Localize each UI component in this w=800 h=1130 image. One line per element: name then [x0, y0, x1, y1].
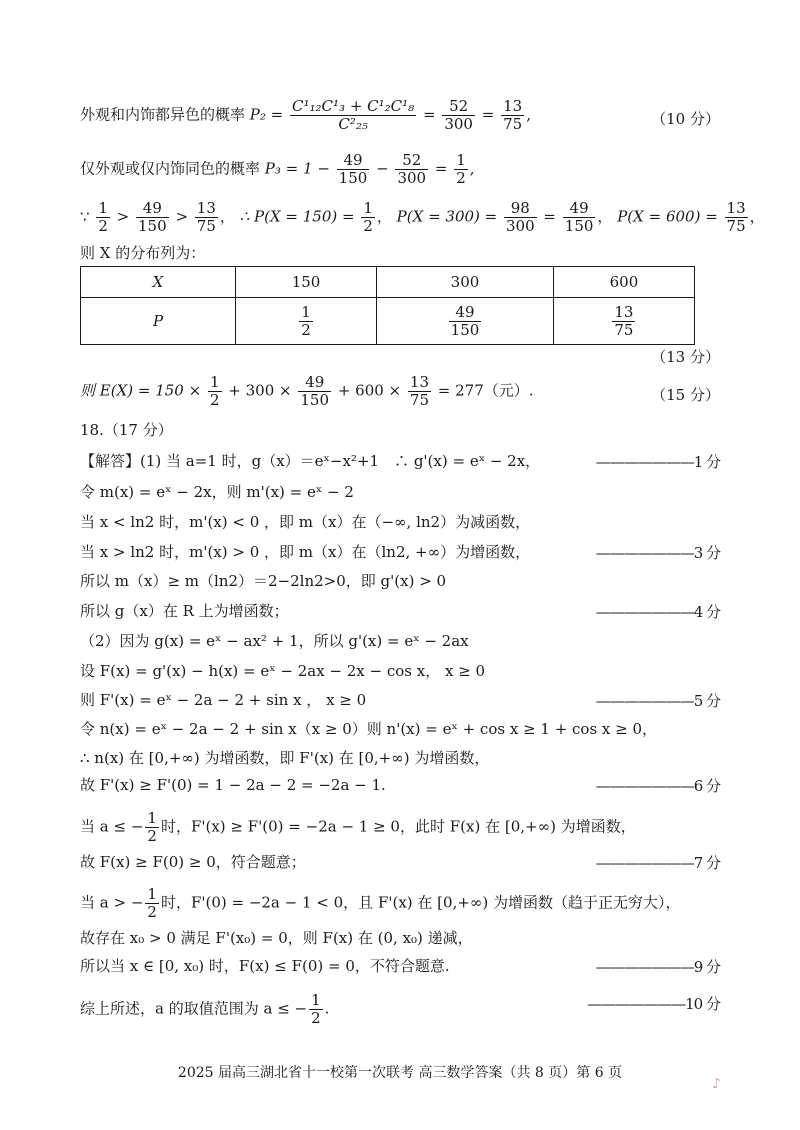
score-13: （13 分）	[651, 348, 720, 366]
p3-b-den: 300	[397, 169, 427, 187]
q18-line-12: 故 F'(x) ≥ F'(0) = 1 − 2a − 2 = −2a − 1.	[80, 776, 386, 794]
q18-line-9: 则 F'(x) = eˣ − 2a − 2 + sin x ， x ≥ 0	[80, 691, 367, 709]
comma: ,	[469, 159, 475, 178]
p2-symbol: P₂ =	[249, 105, 284, 124]
table-cell: 150	[236, 267, 377, 298]
q18-line-7: （2）因为 g(x) = eˣ − ax² + 1，所以 g'(x) = eˣ − 2ax	[80, 632, 469, 650]
p-den: 2	[301, 320, 311, 339]
table-cell: 600	[553, 267, 694, 298]
ex-frac-3	[408, 374, 431, 409]
p2-line	[80, 98, 720, 133]
p2-frac-num: 52	[442, 98, 475, 116]
equals-sign: =	[434, 159, 448, 178]
equals-sign: =	[481, 105, 495, 124]
table-cell: 300	[377, 267, 554, 298]
p3-line	[80, 152, 720, 187]
q18-line-1: 【解答】(1) 当 a=1 时，g（x）＝eˣ−x²+1 ∴ g'(x) = eˣ − 2x，	[80, 452, 541, 470]
p-num: 49	[449, 304, 482, 322]
cmp-frac-1	[96, 200, 110, 235]
l13-den: 2	[147, 827, 157, 845]
minus-sign: −	[376, 159, 389, 178]
cmp-frac-3	[195, 200, 218, 235]
page-footer: 2025 届高三湖北省十一校第一次联考 高三数学答案（共 8 页）第 6 页	[177, 1065, 623, 1081]
p-fraction	[299, 304, 313, 339]
l18-frac	[309, 992, 323, 1027]
ex-den-3: 75	[409, 391, 429, 409]
table-cell-p-label: P	[81, 298, 236, 345]
ex-frac-2	[298, 374, 331, 409]
p-fraction	[612, 304, 635, 339]
ex-den-2: 150	[300, 391, 330, 409]
px600-label: P(X = 600) =	[617, 207, 718, 226]
p3-res-num: 1	[456, 151, 466, 169]
p3-res-den: 2	[456, 169, 466, 187]
p2-frac-den: 300	[444, 115, 473, 133]
p2-comb-numerator: C¹₁₂C¹₃ + C¹₂C¹₈	[292, 97, 415, 115]
score-3: ———————3 分	[595, 544, 720, 562]
p3-frac-b	[395, 152, 428, 187]
score-10-final: ———————10 分	[587, 995, 720, 1013]
px600-num: 13	[726, 199, 746, 217]
l13-prefix: 当 a ≤ −	[80, 817, 144, 836]
q18-line-8: 设 F(x) = g'(x) − h(x) = eˣ − 2ax − 2x − cos x， x ≥ 0	[80, 662, 486, 680]
distribution-table	[80, 266, 695, 345]
p3-a-num: 49	[337, 152, 370, 170]
q18-line-6: 所以 g（x）在 R 上为增函数；	[80, 602, 289, 620]
p3-symbol: P₃ = 1 −	[264, 159, 330, 178]
cmp-2-num: 49	[136, 200, 169, 218]
cmp-3-num: 13	[196, 199, 216, 217]
equals-sign: =	[543, 207, 556, 226]
score-9: ———————9 分	[595, 958, 720, 976]
px300-num-2: 49	[563, 200, 596, 218]
l18-suffix: .	[324, 999, 330, 1018]
px300-den-1: 300	[506, 217, 535, 235]
table-row-p	[81, 298, 695, 345]
expectation-line	[80, 374, 720, 409]
score-7: ———————7 分	[595, 854, 720, 872]
ex-prefix: 则 E(X) = 150 ×	[80, 381, 202, 400]
q18-line-15	[80, 886, 720, 921]
because-symbol: ∵	[80, 207, 90, 226]
comma: ,	[526, 105, 531, 124]
l15-frac	[145, 886, 159, 921]
score-6: ———————6 分	[595, 777, 720, 795]
p3-a-den: 150	[338, 169, 368, 187]
l18-den: 2	[311, 1009, 321, 1027]
scan-mark-icon: ♪	[712, 1076, 721, 1092]
score-5: ———————5 分	[595, 692, 720, 710]
p2-result	[501, 98, 524, 133]
table-row-x	[81, 267, 695, 298]
l15-prefix: 当 a > −	[80, 893, 144, 912]
px300-frac-1	[504, 200, 537, 235]
p3-result	[454, 152, 468, 187]
l13-suffix: 时，F'(x) ≥ F'(0) = −2a − 1 ≥ 0，此时 F(x) 在 [0,+∞) 为增函数，	[160, 817, 636, 836]
px300-frac-2	[563, 200, 596, 235]
score-4: ———————4 分	[595, 603, 720, 621]
p3-frac-a	[337, 152, 370, 187]
p-den: 75	[614, 320, 634, 339]
cmp-3-den: 75	[196, 217, 216, 235]
p3-label: 仅外观或仅内饰同色的概率	[80, 159, 261, 178]
greater-sign: >	[175, 207, 189, 226]
q18-line-10: 令 n(x) = eˣ − 2a − 2 + sin x（x ≥ 0）则 n'(x) = eˣ + cos x ≥ 1 + cos x ≥ 0，	[80, 720, 658, 738]
p2-res-num: 13	[503, 97, 523, 115]
px150-den: 2	[363, 217, 373, 235]
l18-num: 1	[311, 991, 321, 1009]
px300-label: P(X = 300) =	[396, 207, 498, 226]
q18-line-14: 故 F(x) ≥ F(0) ≥ 0，符合题意；	[80, 853, 306, 871]
ex-mid-1: + 300 ×	[228, 381, 292, 400]
p-den: 150	[450, 320, 480, 339]
q18-line-13	[80, 810, 720, 845]
table-cell	[236, 298, 377, 345]
comma: ，	[749, 207, 765, 226]
ex-num-3: 13	[409, 373, 429, 391]
p-num: 1	[301, 302, 311, 321]
q18-line-3: 当 x < ln2 时，m'(x) < 0 ，即 m（x）在（−∞, ln2）为减函数，	[80, 513, 531, 531]
ex-num-1: 1	[209, 373, 220, 391]
table-cell	[377, 298, 554, 345]
q18-line-2: 令 m(x) = eˣ − 2x，则 m'(x) = eˣ − 2	[80, 483, 354, 501]
q18-line-5: 所以 m（x）≥ m（ln2）＝2−2ln2>0，即 g'(x) > 0	[80, 572, 447, 590]
cmp-frac-2	[136, 200, 169, 235]
cmp-1-num: 1	[98, 199, 108, 217]
px150-label: ∴ P(X = 150) =	[239, 207, 355, 226]
score-15: （15 分）	[651, 386, 720, 404]
q18-title: 18.（17 分）	[80, 421, 173, 439]
comma: ，	[219, 207, 235, 226]
px150-frac	[361, 200, 375, 235]
equals-sign: =	[422, 105, 436, 124]
cmp-2-den: 150	[138, 217, 167, 235]
probability-line	[80, 199, 765, 235]
p2-res-den: 75	[503, 115, 523, 133]
p-fraction	[449, 304, 482, 339]
q18-line-16: 故存在 x₀ > 0 满足 F'(x₀) = 0，则 F(x) 在 (0, x₀) 递减，	[80, 929, 473, 947]
q18-line-17: 所以当 x ∈ [0, x₀) 时，F(x) ≤ F(0) = 0，不符合题意.	[80, 957, 450, 975]
ex-result: = 277（元）.	[437, 381, 534, 400]
ex-mid-2: + 600 ×	[337, 381, 402, 400]
l18-prefix: 综上所述，a 的取值范围为 a ≤ −	[80, 999, 308, 1018]
greater-sign: >	[116, 207, 130, 226]
p2-comb-denominator: C²₂₅	[338, 115, 368, 133]
p2-fraction	[442, 98, 475, 133]
px600-den: 75	[726, 217, 746, 235]
px600-frac	[725, 200, 748, 235]
cmp-1-den: 2	[98, 217, 108, 235]
px150-num: 1	[363, 199, 373, 217]
l15-den: 2	[147, 903, 157, 921]
comma: ，	[376, 207, 392, 226]
l13-num: 1	[147, 809, 157, 827]
comma: ，	[597, 207, 613, 226]
score-10: （10 分）	[651, 110, 720, 128]
px300-num-1: 98	[504, 200, 537, 218]
p3-b-num: 52	[395, 152, 428, 170]
ex-den-1: 2	[209, 391, 220, 409]
p2-combination-fraction	[290, 98, 416, 133]
l15-suffix: 时，F'(0) = −2a − 1 < 0，且 F'(x) 在 [0,+∞) 为增函数（趋于正无穷大），	[160, 893, 681, 912]
ex-num-2: 49	[298, 374, 331, 392]
p-num: 13	[614, 302, 634, 321]
score-1: ———————1 分	[595, 453, 720, 471]
table-cell-x-label: X	[81, 267, 236, 298]
q18-line-4: 当 x > ln2 时，m'(x) > 0 ，即 m（x）在（ln2, +∞）为增函数，	[80, 543, 531, 561]
p2-label: 外观和内饰都异色的概率	[80, 105, 246, 124]
px300-den-2: 150	[564, 217, 594, 235]
distribution-intro: 则 X 的分布列为：	[80, 244, 206, 262]
l13-frac	[145, 810, 159, 845]
table-cell	[553, 298, 694, 345]
ex-frac-1	[208, 374, 222, 409]
l15-num: 1	[147, 885, 157, 903]
q18-line-11: ∴ n(x) 在 [0,+∞) 为增函数，即 F'(x) 在 [0,+∞) 为增函数，	[80, 749, 490, 767]
